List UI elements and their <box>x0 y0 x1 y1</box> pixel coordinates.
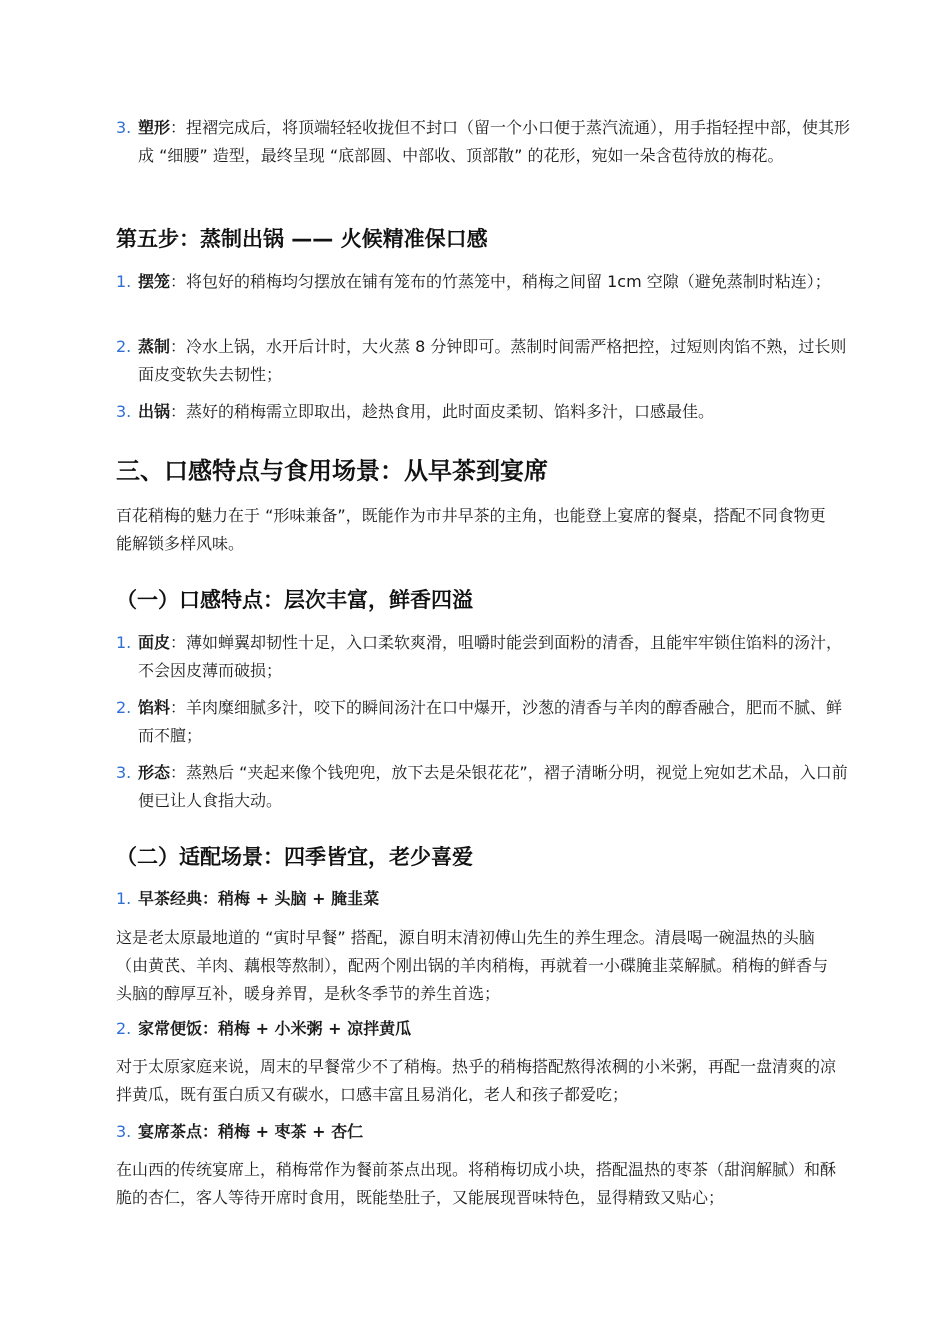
list-text: 羊肉糜细腻多汁，咬下的瞬间汤汁在口中爆开，沙葱的清香与羊肉的醇香融合，肥而不腻、鲜而不膻； <box>138 698 843 745</box>
list-number: 1. <box>116 889 132 908</box>
list-number: 2. <box>116 1019 132 1038</box>
list-text: 蒸熟后 “夹起来像个钱兜兜，放下去是朵银花花”，褶子清晰分明，视觉上宛如艺术品，入口前便已让人食指大动。 <box>138 763 848 810</box>
step5-heading: 第五步：蒸制出锅 —— 火候精准保口感 <box>116 227 488 251</box>
scene-title-text: 宴席茶点：稍梅 + 枣茶 + 杏仁 <box>138 1122 364 1141</box>
section-intro: 百花稍梅的魅力在于 “形味兼备”，既能作为市井早茶的主角，也能登上宴席的餐桌，搭配不同食物更能解锁多样风味。 <box>116 506 826 553</box>
subsection-heading-scenes: （二）适配场景：四季皆宜，老少喜爱 <box>116 845 473 869</box>
list-text: 捏褶完成后，将顶端轻轻收拢但不封口（留一个小口便于蒸汽流通），用手指轻捏中部，使其形成 “细腰” 造型，最终呈现 “底部圆、中部收、顶部散” 的花形，宛如一朵含苞待放的梅花。 <box>138 118 851 165</box>
list-number: 3. <box>116 763 132 782</box>
list-item <box>116 333 852 389</box>
list-sep: ： <box>170 272 187 291</box>
list-item <box>116 629 852 685</box>
list-item <box>116 268 852 296</box>
list-text: 薄如蝉翼却韧性十足，入口柔软爽滑，咀嚼时能尝到面粉的清香，且能牢牢锁住馅料的汤汁，不会因皮薄而破损； <box>138 633 843 680</box>
list-number: 3. <box>116 118 132 137</box>
list-term: 形态 <box>138 763 171 782</box>
scene-desc: 在山西的传统宴席上，稍梅常作为餐前茶点出现。将稍梅切成小块，搭配温热的枣茶（甜润解腻）和酥脆的杏仁，客人等待开席时食用，既能垫肚子，又能展现晋味特色，显得精致又贴心； <box>116 1160 837 1207</box>
list-sep: ： <box>170 633 187 652</box>
list-text: 蒸好的稍梅需立即取出，趁热食用，此时面皮柔韧、馅料多汁，口感最佳。 <box>186 402 715 421</box>
list-number: 1. <box>116 633 132 652</box>
list-text: 冷水上锅，水开后计时，大火蒸 8 分钟即可。蒸制时间需严格把控，过短则肉馅不熟，过长则面皮变软失去韧性； <box>138 337 847 384</box>
list-item <box>116 398 852 426</box>
list-sep: ： <box>170 763 187 782</box>
list-number: 2. <box>116 337 132 356</box>
list-sep: ： <box>170 118 187 137</box>
list-sep: ： <box>170 402 187 421</box>
list-term: 馅料 <box>138 698 171 717</box>
scene-title <box>116 1016 852 1042</box>
list-item <box>116 694 852 750</box>
scene-title <box>116 886 852 912</box>
list-number: 2. <box>116 698 132 717</box>
list-term: 出锅 <box>138 402 171 421</box>
list-term: 摆笼 <box>138 272 171 291</box>
list-item <box>116 759 852 815</box>
list-item <box>116 114 852 170</box>
list-sep: ： <box>170 698 187 717</box>
scene-title-text: 早茶经典：稍梅 + 头脑 + 腌韭菜 <box>138 889 380 908</box>
list-term: 面皮 <box>138 633 171 652</box>
scene-title <box>116 1119 852 1145</box>
list-number: 3. <box>116 402 132 421</box>
scene-desc: 这是老太原最地道的 “寅时早餐” 搭配，源自明末清初傅山先生的养生理念。清晨喝一碗温热的头脑（由黄芪、羊肉、藕根等熬制），配两个刚出锅的羊肉稍梅，再就着一小碟腌韭菜解腻。稍梅的鲜香与头脑的醇厚互补，暖身养胃，是秋冬季节的养生首选； <box>116 928 829 1003</box>
subsection-heading-texture: （一）口感特点：层次丰富，鲜香四溢 <box>116 588 473 612</box>
scene-desc: 对于太原家庭来说，周末的早餐常少不了稍梅。热乎的稍梅搭配熬得浓稠的小米粥，再配一盘清爽的凉拌黄瓜，既有蛋白质又有碳水，口感丰富且易消化，老人和孩子都爱吃； <box>116 1057 837 1104</box>
list-sep: ： <box>170 337 187 356</box>
section-heading: 三、口感特点与食用场景：从早茶到宴席 <box>116 457 548 485</box>
scene-title-text: 家常便饭：稍梅 + 小米粥 + 凉拌黄瓜 <box>138 1019 412 1038</box>
list-number: 1. <box>116 272 132 291</box>
list-number: 3. <box>116 1122 132 1141</box>
list-term: 蒸制 <box>138 337 171 356</box>
list-term: 塑形 <box>138 118 171 137</box>
list-text: 将包好的稍梅均匀摆放在铺有笼布的竹蒸笼中，稍梅之间留 1cm 空隙（避免蒸制时粘连）； <box>186 272 831 291</box>
